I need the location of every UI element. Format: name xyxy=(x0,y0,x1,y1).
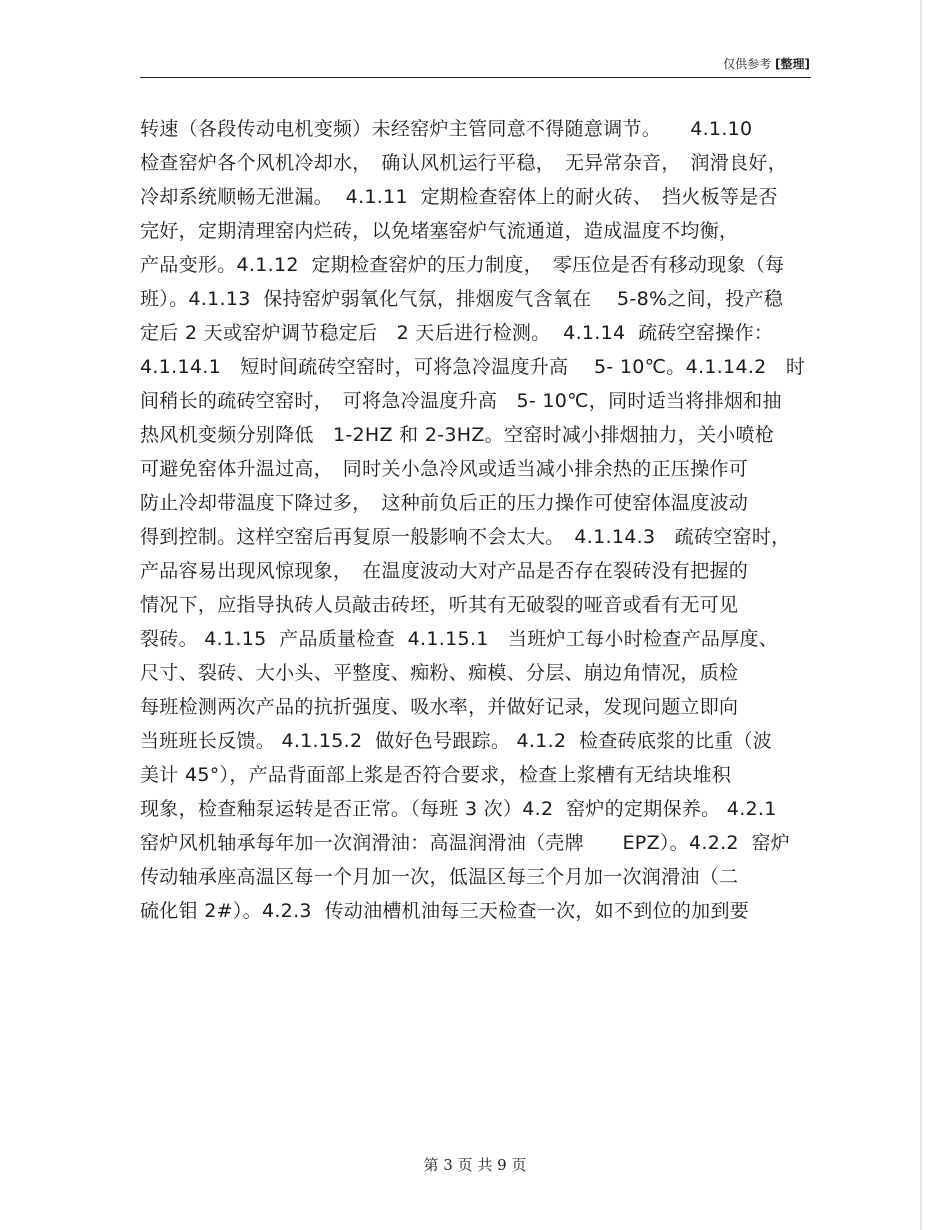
body-line: 定后 2 天或窑炉调节稳定后 2 天后进行检测。 4.1.14 疏砖空窑操作： xyxy=(140,322,774,344)
body-line: 传动轴承座高温区每一个月加一次，低温区每三个月加一次润滑油（二 xyxy=(140,866,739,888)
body-line: 产品容易出现风惊现象， 在温度波动大对产品是否存在裂砖没有把握的 xyxy=(140,560,749,582)
body-line: 检查窑炉各个风机冷却水， 确认风机运行平稳， 无异常杂音， 润滑良好， xyxy=(140,152,788,174)
page-header xyxy=(140,54,810,76)
body-text xyxy=(140,112,820,928)
header-tag: [整理] xyxy=(775,57,810,71)
page-footer xyxy=(0,1154,950,1176)
body-line: 班）。4.1.13 保持窑炉弱氧化气氛，排烟废气含氧在 5-8%之间，投产稳 xyxy=(140,288,784,310)
body-line: 现象，检查釉泵运转是否正常。（每班 3 次）4.2 窑炉的定期保养。 4.2.1 xyxy=(140,798,777,820)
body-line: 冷却系统顺畅无泄漏。 4.1.11 定期检查窑体上的耐火砖、 挡火板等是否 xyxy=(140,186,778,208)
body-line: 完好，定期清理窑内烂砖，以免堵塞窑炉气流通道，造成温度不均衡， xyxy=(140,220,739,242)
body-line: 4.1.14.1 短时间疏砖空窑时，可将急冷温度升高 5- 10℃。4.1.14.2 时 xyxy=(140,356,806,378)
body-line: 热风机变频分别降低 1-2HZ 和 2-3HZ。空窑时减小排烟抽力，关小喷枪 xyxy=(140,424,775,446)
body-line: 转速（各段传动电机变频）未经窑炉主管同意不得随意调节。 4.1.10 xyxy=(140,118,753,140)
page-edge-shadow xyxy=(920,0,922,1230)
body-line: 防止冷却带温度下降过多， 这种前负后正的压力操作可使窑体温度波动 xyxy=(140,492,749,514)
body-line: 硫化钼 2#）。4.2.3 传动油槽机油每三天检查一次，如不到位的加到要 xyxy=(140,900,750,922)
body-line: 情况下，应指导执砖人员敲击砖坯，听其有无破裂的哑音或看有无可见 xyxy=(140,594,739,616)
body-line: 窑炉风机轴承每年加一次润滑油：高温润滑油（壳牌 EPZ）。4.2.2 窑炉 xyxy=(140,832,791,854)
body-line: 当班班长反馈。 4.1.15.2 做好色号跟踪。 4.1.2 检查砖底浆的比重（波 xyxy=(140,730,773,752)
body-line: 得到控制。这样空窑后再复原一般影响不会太大。 4.1.14.3 疏砖空窑时， xyxy=(140,526,791,548)
page-number: 第 3 页 共 9 页 xyxy=(423,1156,527,1174)
body-line: 产品变形。4.1.12 定期检查窑炉的压力制度， 零压位是否有移动现象（每 xyxy=(140,254,785,276)
body-line: 美计 45°），产品背面部上浆是否符合要求，检查上浆槽有无结块堆积 xyxy=(140,764,732,786)
body-line: 尺寸、裂砖、大小头、平整度、痴粉、痴模、分层、崩边角情况，质检 xyxy=(140,662,739,684)
body-line: 裂砖。 4.1.15 产品质量检查 4.1.15.1 当班炉工每小时检查产品厚度、 xyxy=(140,628,779,650)
body-line: 每班检测两次产品的抗折强度、吸水率，并做好记录，发现问题立即向 xyxy=(140,696,739,718)
header-label: 仅供参考 xyxy=(723,57,772,71)
body-line: 间稍长的疏砖空窑时， 可将急冷温度升高 5- 10℃，同时适当将排烟和抽 xyxy=(140,390,782,412)
body-line: 可避免窑体升温过高， 同时关小急冷风或适当减小排余热的正压操作可 xyxy=(140,458,749,480)
header-divider xyxy=(140,77,811,78)
